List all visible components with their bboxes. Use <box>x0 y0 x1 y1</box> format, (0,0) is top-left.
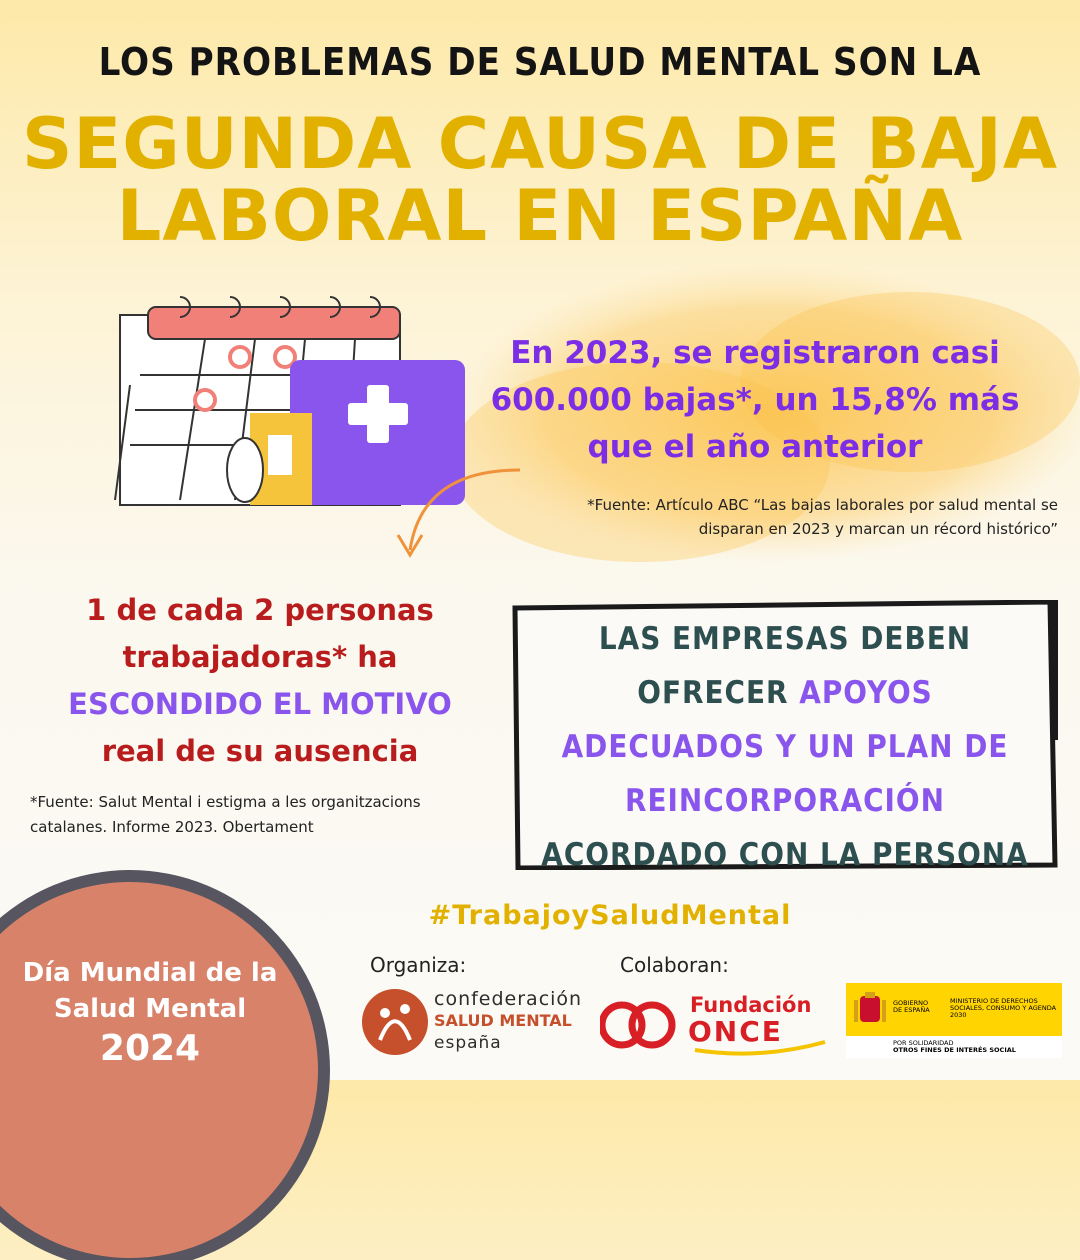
source-note-abc <box>490 493 1058 541</box>
headline-line-2: LABORAL EN ESPAÑA <box>116 175 964 257</box>
stat-secondary-line-4: real de su ausencia <box>101 734 419 768</box>
day-badge-line-1: Día Mundial de la <box>22 958 278 988</box>
coat-of-arms-icon <box>852 990 888 1030</box>
source-2-line-2: catalanes. Informe 2023. Obertament <box>30 818 314 836</box>
message-line-2 <box>525 666 1045 720</box>
message-line-3: ADECUADOS Y UN PLAN DE <box>561 729 1009 765</box>
headline-intro: LOS PROBLEMAS DE SALUD MENTAL SON LA <box>98 40 982 84</box>
once-line-1: Fundación <box>690 993 812 1017</box>
confederacion-logo-text <box>434 988 584 1054</box>
source-2-line-1: *Fuente: Salut Mental i estigma a les organitzacions <box>30 793 421 811</box>
message-line-1: LAS EMPRESAS DEBEN <box>598 621 972 657</box>
stat-secondary-line-1: 1 de cada 2 personas <box>86 593 434 627</box>
gov-line-2: MINISTERIO DE DERECHOS SOCIALES, CONSUMO Y AGENDA 2030 <box>950 997 1057 1019</box>
stat-ocultan-motivo <box>40 587 480 775</box>
day-badge-line-2: Salud Mental <box>53 994 247 1024</box>
message-line-5: ACORDADO CON LA PERSONA <box>541 837 1029 873</box>
message-line-2a: OFRECER <box>637 675 800 711</box>
once-line-2: ONCE <box>688 1015 783 1048</box>
day-badge-year: 2024 <box>99 1028 201 1069</box>
stat-bajas-2023 <box>470 330 1040 471</box>
hashtag[interactable]: #TrabajoySaludMental <box>428 900 792 931</box>
organiza-label: Organiza: <box>370 953 467 977</box>
stat-main-line-3: que el año anterior <box>587 429 923 465</box>
source-1-line-1: *Fuente: Artículo ABC “Las bajas laborales por salud mental se <box>587 496 1058 514</box>
confed-line-3: españa <box>434 1033 502 1053</box>
stat-main-line-1: En 2023, se registraron casi <box>510 335 1000 371</box>
message-empresas <box>525 612 1045 882</box>
confed-line-2: SALUD MENTAL <box>434 1011 572 1030</box>
message-line-2b: APOYOS <box>799 675 933 711</box>
headline-line-1: SEGUNDA CAUSA DE BAJA <box>22 103 1058 185</box>
source-note-obertament <box>30 790 500 840</box>
source-1-line-2: disparan en 2023 y marcan un récord histórico” <box>698 520 1058 538</box>
message-line-4: REINCORPORACIÓN <box>625 783 945 819</box>
gov-line-3: POR SOLIDARIDAD <box>893 1039 954 1047</box>
gov-line-4: OTROS FINES DE INTERÉS SOCIAL <box>893 1046 1016 1054</box>
stat-secondary-line-2: trabajadoras* ha <box>122 640 398 674</box>
headline-main <box>0 103 1080 257</box>
day-badge-text <box>0 955 300 1071</box>
gov-line-1: GOBIERNO DE ESPAÑA <box>893 999 930 1014</box>
stat-main-line-2: 600.000 bajas*, un 15,8% más <box>490 382 1020 418</box>
confed-line-1: confederación <box>434 988 583 1010</box>
colaboran-label: Colaboran: <box>620 953 729 977</box>
stat-secondary-highlight: ESCONDIDO EL MOTIVO <box>68 687 452 721</box>
